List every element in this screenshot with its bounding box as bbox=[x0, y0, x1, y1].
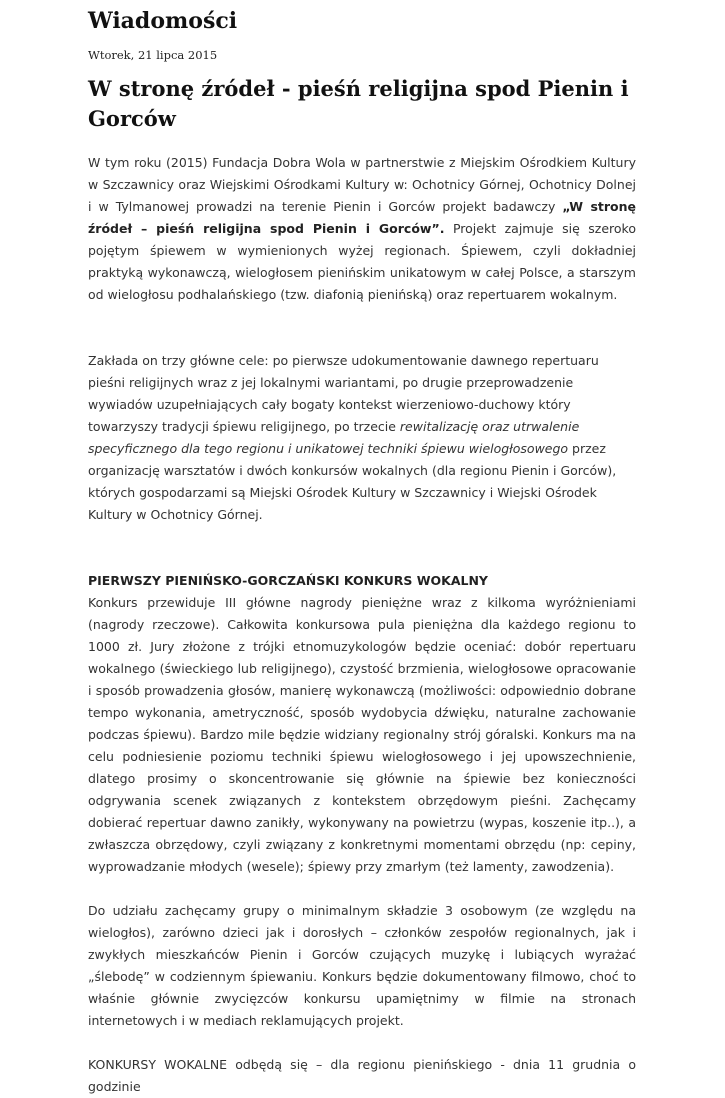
spacer bbox=[88, 526, 636, 570]
spacer bbox=[88, 306, 636, 350]
spacer bbox=[88, 878, 636, 900]
paragraph-participation: Do udziału zachęcamy grupy o minimalnym składzie 3 osobowym (ze względu na wielogłos), zarówno dzieci jak i dorosłych – członków zespołów regionalnych, jak i zwykłych mieszkańców Pienin i Gorców czujących muzykę i lubiących wyrażać „ślebodę” w codziennym śpiewaniu. Konkurs będzie dokumentowany filmowo, choć to właśnie głównie zwycięzców konkursu upamiętnimy w filmie na stronach internetowych i w mediach reklamujących projekt. bbox=[88, 903, 636, 1028]
paragraph-dates: KONKURSY WOKALNE odbędą się – dla regionu pienińskiego - dnia 11 grudnia o godzinie bbox=[88, 1057, 636, 1094]
blog-title[interactable]: Wiadomości bbox=[88, 8, 238, 34]
paragraph-goals-text: Zakłada on trzy główne cele: po pierwsze udokumentowanie dawnego repertuaru pieśni religijnych wraz z jej lokalnymi wariantami, po drugie przeprowadzenie wywiadów uzupełniających cały bogaty kontekst wierzeniowo-duchowy który towarzyszy tradycji śpiewu religijnego, po trzecie bbox=[88, 353, 599, 434]
paragraph-intro-text: W tym roku (2015) Fundacja Dobra Wola w partnerstwie z Miejskim Ośrodkiem Kultury w Szczawnicy oraz Wiejskimi Ośrodkami Kultury w: Ochotnicy Górnej, Ochotnicy Dolnej i w Tylmanowej prowadzi na terenie Pienin i Gorców projekt badawczy bbox=[88, 155, 636, 214]
project-name: „W stronę źródeł – pieśń religijna spod Pienin i Gorców”. bbox=[88, 199, 636, 236]
paragraph-intro-text-2: Projekt zajmuje się szeroko pojętym śpiewem w wymienionych wyżej regionach. Śpiewem, czyli dokładniej praktyką wykonawczą, wielogłosem pienińskim unikatowym w całej Polsce, a starszym od wielogłosu podhalańskiego (tzw. diafonią pienińską) oraz repertuarem wokalnym. bbox=[88, 221, 636, 302]
goals-emphasis: rewitalizację oraz utrwalenie specyficznego dla tego regionu i unikatowej techniki śpiewu wielogłosowego bbox=[88, 419, 580, 456]
post-title[interactable]: W stronę źródeł - pieśń religijna spod Pienin i Gorców bbox=[88, 76, 629, 131]
post-date: Wtorek, 21 lipca 2015 bbox=[88, 48, 218, 62]
section-heading: PIERWSZY PIENIŃSKO-GORCZAŃSKI KONKURS WOKALNY bbox=[88, 573, 488, 588]
post-body bbox=[88, 152, 636, 1098]
paragraph-contest: Konkurs przewiduje III główne nagrody pieniężne wraz z kilkoma wyróżnieniami (nagrody rzeczowe). Całkowita konkursowa pula pieniężna dla każdego regionu to 1000 zł. Jury złożone z trójki etnomuzykologów będzie oceniać: dobór repertuaru wokalnego (świeckiego lub religijnego), czystość brzmienia, wielogłosowe opracowanie i sposób prowadzenia głosów, manierę wykonawczą (możliwości: odpowiednio dobrane tempo wykonania, ametryczność, sposób wydobycia dźwięku, naturalne zachowanie podczas śpiewu). Bardzo mile będzie widziany regionalny strój góralski. Konkurs ma na celu podniesienie poziomu techniki śpiewu wielogłosowego i jej upowszechnienie, dlatego prosimy o skoncentrowanie się głównie na śpiewie bez konieczności odgrywania scenek związanych z kontekstem obrzędowym pieśni. Zachęcamy dobierać repertuar dawno zanikły, wykonywany na powietrzu (wypas, koszenie itp..), a zwłaszcza obrzędowy, czyli związany z konkretnymi momentami obrzędu (np: cepiny, wyprowadzanie młodych (wesele); śpiewy przy zmarłym (też lamenty, zawodzenia). bbox=[88, 595, 636, 874]
paragraph-goals-text-2: przez organizację warsztatów i dwóch konkursów wokalnych (dla regionu Pienin i Gorców), których gospodarzami są Miejski Ośrodek Kultury w Szczawnicy i Wiejski Ośrodek Kultury w Ochotnicy Górnej. bbox=[88, 441, 617, 522]
paragraph-intro bbox=[88, 152, 636, 306]
spacer bbox=[88, 1032, 636, 1054]
paragraph-goals bbox=[88, 350, 636, 526]
